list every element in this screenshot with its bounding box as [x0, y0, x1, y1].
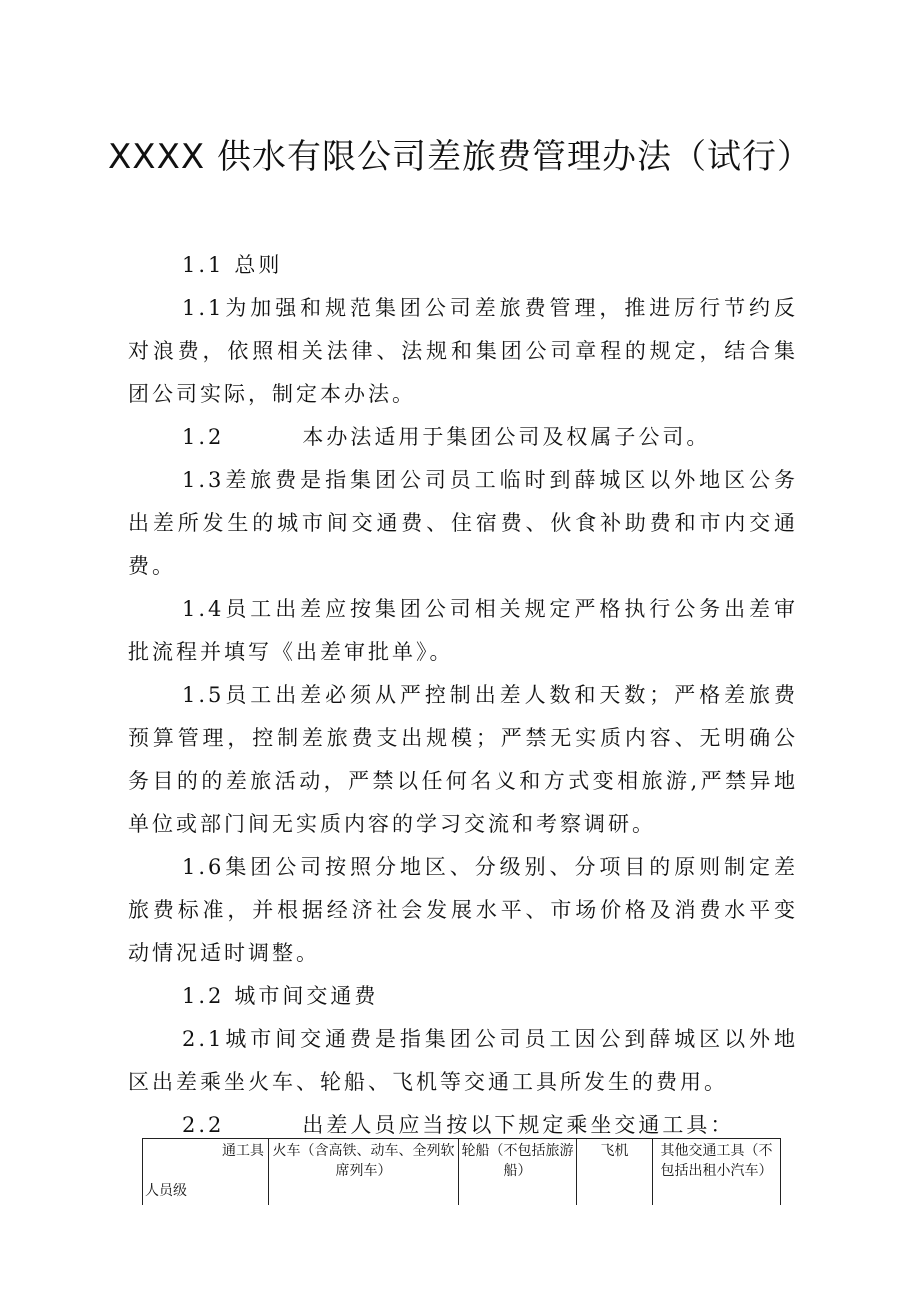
clause-text: 差旅费是指集团公司员工临时到薛城区以外地区公务出差所发生的城市间交通费、住宿费、伙食补助费和市内交通费。	[128, 468, 798, 578]
clause-text: 集团公司按照分地区、分级别、分项目的原则制定差旅费标准，并根据经济社会发展水平、市场价格及消费水平变动情况适时调整。	[128, 855, 798, 965]
corner-transport-label: 通工具	[222, 1143, 264, 1159]
table-header-row	[143, 1139, 781, 1206]
section-title: 城市间交通费	[234, 984, 379, 1008]
section-heading	[128, 244, 798, 287]
clause-text: 员工出差应按集团公司相关规定严格执行公务出差审批流程并填写《出差审批单》。	[128, 597, 798, 664]
section-number: 1.2	[182, 984, 225, 1008]
clause-paragraph	[128, 1018, 798, 1104]
clause-text: 员工出差必须从严控制出差人数和天数；严格差旅费预算管理，控制差旅费支出规模；严禁无实质内容、无明确公务目的的差旅活动，严禁以任何名义和方式变相旅游,严禁异地单位或部门间无实质内容的学习交流和考察调研。	[128, 683, 798, 836]
clause-text: 出差人员应当按以下规定乘坐交通工具：	[302, 1113, 735, 1137]
table-corner-header	[143, 1139, 269, 1206]
clause-number: 1.6	[182, 855, 225, 879]
clause-number: 1.2	[182, 425, 225, 449]
section-heading	[128, 975, 798, 1018]
clause-paragraph	[128, 674, 798, 846]
transport-table	[142, 1138, 781, 1205]
clause-paragraph	[128, 287, 798, 416]
clause-number: 1.3	[182, 468, 225, 492]
clause-paragraph	[128, 846, 798, 975]
corner-staff-level-label: 人员级	[145, 1183, 187, 1199]
column-header-ship: 轮船（不包括旅游船）	[459, 1139, 577, 1206]
clause-number: 1.5	[182, 683, 225, 707]
clause-number: 2.1	[182, 1027, 225, 1051]
transport-standard-table	[142, 1138, 780, 1205]
document-title: XXXX 供水有限公司差旅费管理办法（试行）	[108, 137, 812, 177]
document-body	[128, 244, 798, 1147]
clause-paragraph	[128, 416, 798, 459]
clause-paragraph	[128, 588, 798, 674]
section-number: 1.1	[182, 253, 225, 277]
column-header-other: 其他交通工具（不包括出租小汽车）	[653, 1139, 781, 1206]
section-title: 总则	[234, 253, 283, 277]
column-header-plane: 飞机	[577, 1139, 653, 1206]
column-header-train: 火车（含高铁、动车、全列软席列车）	[269, 1139, 459, 1206]
clause-number: 1.4	[182, 597, 225, 621]
clause-text: 为加强和规范集团公司差旅费管理，推进厉行节约反对浪费，依照相关法律、法规和集团公司章程的规定，结合集团公司实际，制定本办法。	[128, 296, 798, 406]
clause-text: 城市间交通费是指集团公司员工因公到薛城区以外地区出差乘坐火车、轮船、飞机等交通工具所发生的费用。	[128, 1027, 798, 1094]
clause-number: 1.1	[182, 296, 225, 320]
clause-text: 本办法适用于集团公司及权属子公司。	[302, 425, 711, 449]
clause-number: 2.2	[182, 1113, 225, 1137]
clause-paragraph	[128, 459, 798, 588]
